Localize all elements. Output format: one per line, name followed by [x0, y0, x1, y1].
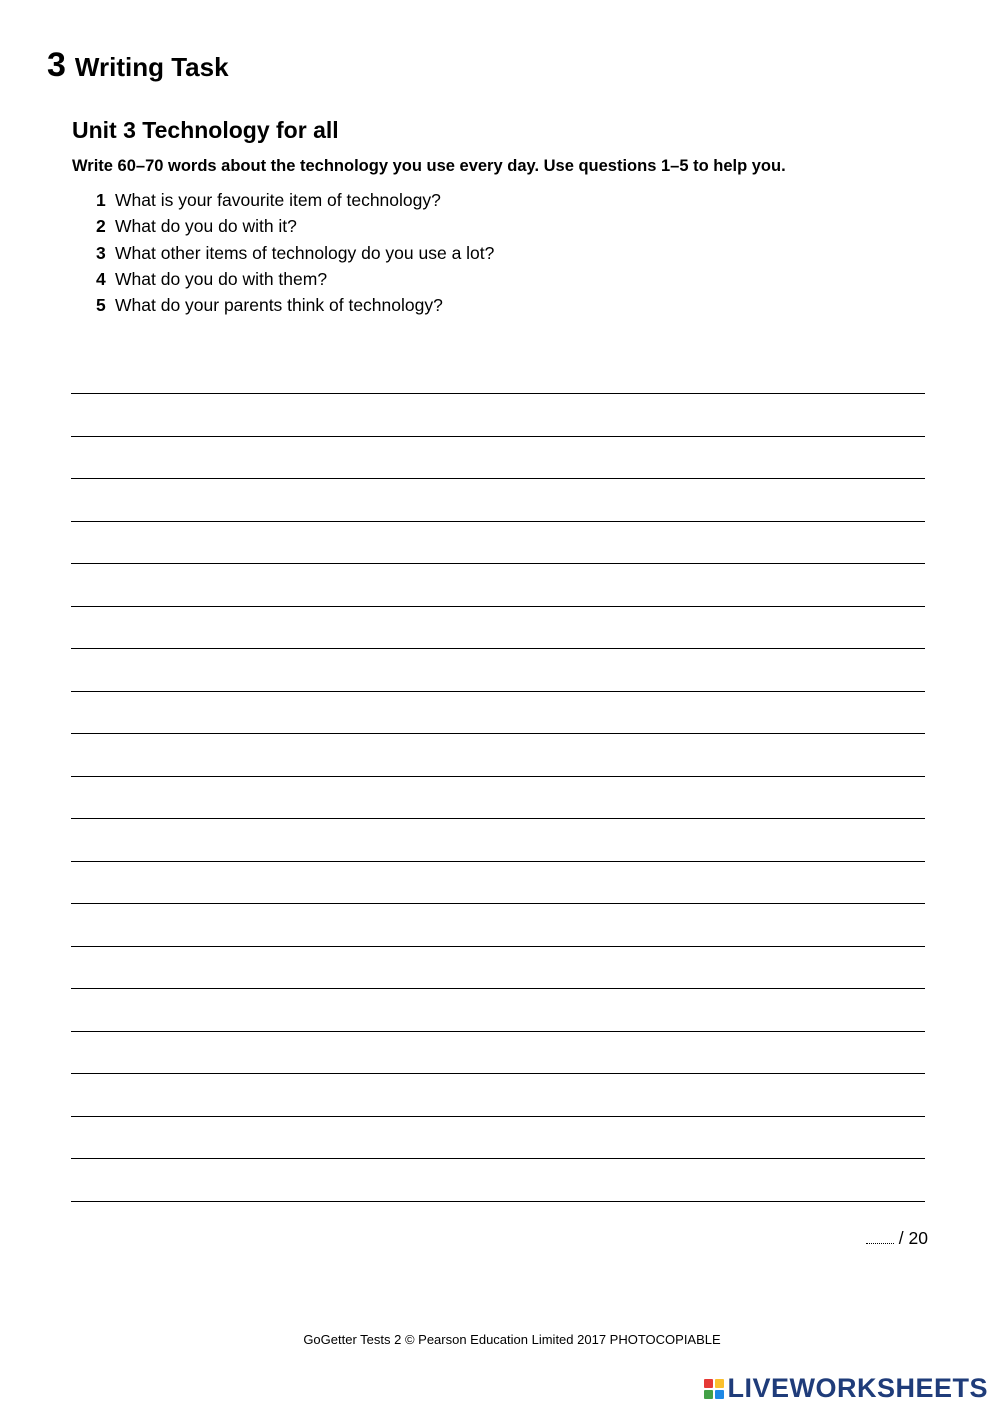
answer-line[interactable]: [71, 988, 925, 989]
answer-line[interactable]: [71, 1201, 925, 1202]
section-title: Writing Task: [74, 52, 229, 82]
question-number: 1: [96, 190, 106, 210]
answer-line[interactable]: [71, 903, 925, 904]
answer-line[interactable]: [71, 436, 925, 437]
answer-line[interactable]: [71, 946, 925, 947]
liveworksheets-logo-icon: [704, 1379, 724, 1399]
task-instructions: Write 60–70 words about the technology you use every day. Use questions 1–5 to help you.: [72, 157, 786, 175]
answer-line[interactable]: [71, 691, 925, 692]
copyright-footer: GoGetter Tests 2 © Pearson Education Limited 2017 PHOTOCOPIABLE: [303, 1332, 721, 1347]
watermark-text: LIVEWORKSHEETS: [727, 1373, 988, 1403]
answer-lines-area[interactable]: [71, 393, 925, 1243]
question-text: What other items of technology do you use a lot?: [115, 242, 495, 263]
answer-line[interactable]: [71, 393, 925, 394]
answer-line[interactable]: [71, 1031, 925, 1032]
question-number: 2: [96, 216, 106, 237]
answer-line[interactable]: [71, 478, 925, 479]
answer-line[interactable]: [71, 776, 925, 777]
question-number: 5: [96, 295, 106, 316]
answer-line[interactable]: [71, 606, 925, 607]
question-item: [96, 243, 494, 269]
answer-line[interactable]: [71, 818, 925, 819]
question-item: [96, 295, 494, 321]
score-box: [866, 1228, 928, 1249]
answer-line[interactable]: [71, 733, 925, 734]
unit-title: Unit 3 Technology for all: [72, 117, 339, 143]
answer-line[interactable]: [71, 861, 925, 862]
section-heading: [47, 46, 229, 85]
liveworksheets-watermark: [704, 1373, 988, 1404]
question-text: What do you do with them?: [115, 268, 328, 289]
question-text: What is your favourite item of technology?: [115, 190, 441, 210]
question-list: [96, 190, 494, 321]
answer-line[interactable]: [71, 1116, 925, 1117]
question-number: 3: [96, 242, 106, 263]
answer-line[interactable]: [71, 563, 925, 564]
score-total: / 20: [898, 1228, 928, 1248]
score-blank[interactable]: [866, 1229, 894, 1244]
question-item: [96, 269, 494, 295]
answer-line[interactable]: [71, 648, 925, 649]
section-number: 3: [47, 46, 66, 84]
answer-line[interactable]: [71, 521, 925, 522]
question-number: 4: [96, 268, 106, 289]
answer-line[interactable]: [71, 1073, 925, 1074]
question-text: What do your parents think of technology?: [115, 295, 443, 316]
question-text: What do you do with it?: [115, 216, 297, 237]
question-item: [96, 190, 494, 216]
answer-line[interactable]: [71, 1158, 925, 1159]
question-item: [96, 216, 494, 242]
